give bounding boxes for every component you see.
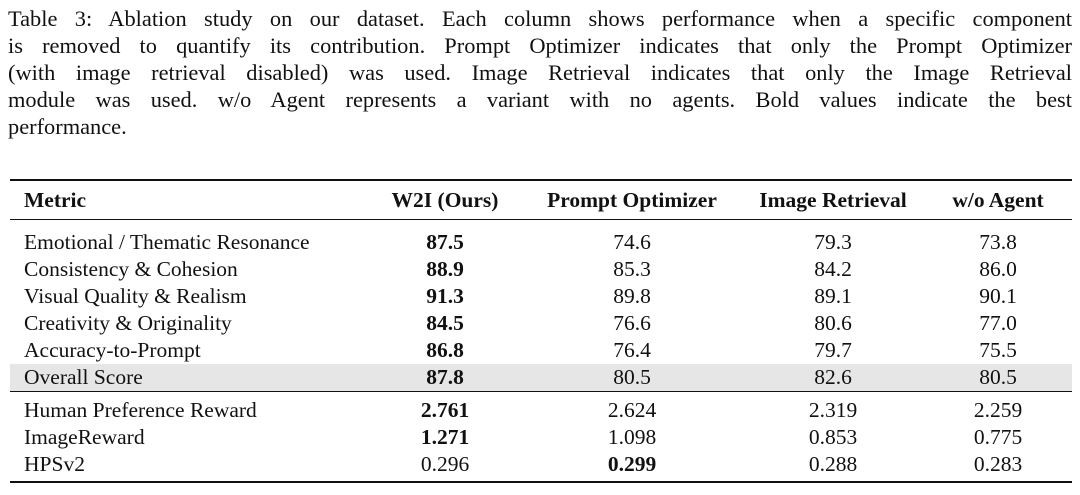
metric-name-cell: Accuracy-to-Prompt: [24, 338, 201, 362]
table-header: [10, 180, 1072, 220]
metric-name-cell: Human Preference Reward: [24, 398, 257, 422]
table-row: [10, 337, 1072, 364]
metric-name-cell: ImageReward: [24, 425, 145, 449]
value-cell: 84.5: [426, 311, 464, 335]
value-cell: 74.6: [613, 230, 651, 254]
value-cell: 0.288: [808, 452, 858, 476]
value-cell: 86.0: [979, 257, 1017, 281]
header-image-retrieval: Image Retrieval: [759, 187, 907, 212]
metric-name-cell: HPSv2: [24, 452, 85, 476]
value-cell: 2.761: [420, 398, 470, 422]
value-cell: 85.3: [613, 257, 651, 281]
header-row: [10, 180, 1072, 220]
table-row: [10, 424, 1072, 451]
value-cell: 79.7: [814, 338, 852, 362]
value-cell: 89.1: [814, 284, 852, 308]
table-caption: [8, 5, 1072, 140]
value-cell: 1.271: [420, 425, 470, 449]
table-row: [10, 310, 1072, 337]
value-cell: 73.8: [979, 230, 1017, 254]
value-cell: 87.5: [426, 230, 464, 254]
caption-line: module was used. w/o Agent represents a variant with no agents. Bold values indicate the best: [8, 87, 1072, 112]
value-cell: 79.3: [814, 230, 852, 254]
caption-line: is removed to quantify its contribution. Prompt Optimizer indicates that only the Prompt Optimizer: [8, 33, 1072, 58]
value-cell: 91.3: [426, 284, 464, 308]
value-cell: 89.8: [613, 284, 651, 308]
table-row: [10, 283, 1072, 310]
value-cell: 77.0: [979, 311, 1017, 335]
header-wo-agent: w/o Agent: [952, 187, 1044, 212]
value-cell: 80.5: [522, 364, 742, 392]
value-cell: 82.6: [742, 364, 924, 392]
table-row: [10, 392, 1072, 425]
ablation-table-container: [10, 179, 1072, 483]
value-cell: 2.319: [808, 398, 858, 422]
value-cell: 84.2: [814, 257, 852, 281]
value-cell: 80.6: [814, 311, 852, 335]
header-prompt-optimizer: Prompt Optimizer: [547, 187, 717, 212]
value-cell: 0.853: [808, 425, 858, 449]
value-cell: 0.775: [973, 425, 1023, 449]
ablation-table: [10, 179, 1072, 483]
table-row: [10, 364, 1072, 392]
value-cell: 88.9: [426, 257, 464, 281]
value-cell: 0.283: [973, 452, 1023, 476]
metric-name-cell: Consistency & Cohesion: [24, 257, 238, 281]
header-metric: Metric: [24, 187, 87, 212]
value-cell: 0.296: [420, 452, 470, 476]
caption-line: Table 3: Ablation study on our dataset. Each column shows performance when a specific component: [8, 6, 1072, 31]
metric-name-cell: Creativity & Originality: [24, 311, 232, 335]
value-cell: 2.624: [607, 398, 657, 422]
caption-line: (with image retrieval disabled) was used. Image Retrieval indicates that only the Image Retrieval: [8, 60, 1072, 85]
metric-name-cell: Overall Score: [10, 364, 368, 392]
metric-name-cell: Visual Quality & Realism: [24, 284, 247, 308]
value-cell: 76.4: [613, 338, 651, 362]
metric-name-cell: Emotional / Thematic Resonance: [24, 230, 310, 254]
value-cell: 2.259: [973, 398, 1023, 422]
value-cell: 1.098: [607, 425, 657, 449]
header-w2i: W2I (Ours): [391, 187, 499, 212]
table-row: [10, 220, 1072, 257]
value-cell: 75.5: [979, 338, 1017, 362]
value-cell: 87.8: [368, 364, 522, 392]
metric-group-2: [10, 392, 1072, 483]
table-row: [10, 451, 1072, 482]
metric-group-1: [10, 220, 1072, 392]
value-cell: 80.5: [924, 364, 1072, 392]
caption-line: performance.: [8, 114, 127, 139]
value-cell: 0.299: [607, 452, 657, 476]
value-cell: 90.1: [979, 284, 1017, 308]
value-cell: 76.6: [613, 311, 651, 335]
value-cell: 86.8: [426, 338, 464, 362]
table-row: [10, 256, 1072, 283]
